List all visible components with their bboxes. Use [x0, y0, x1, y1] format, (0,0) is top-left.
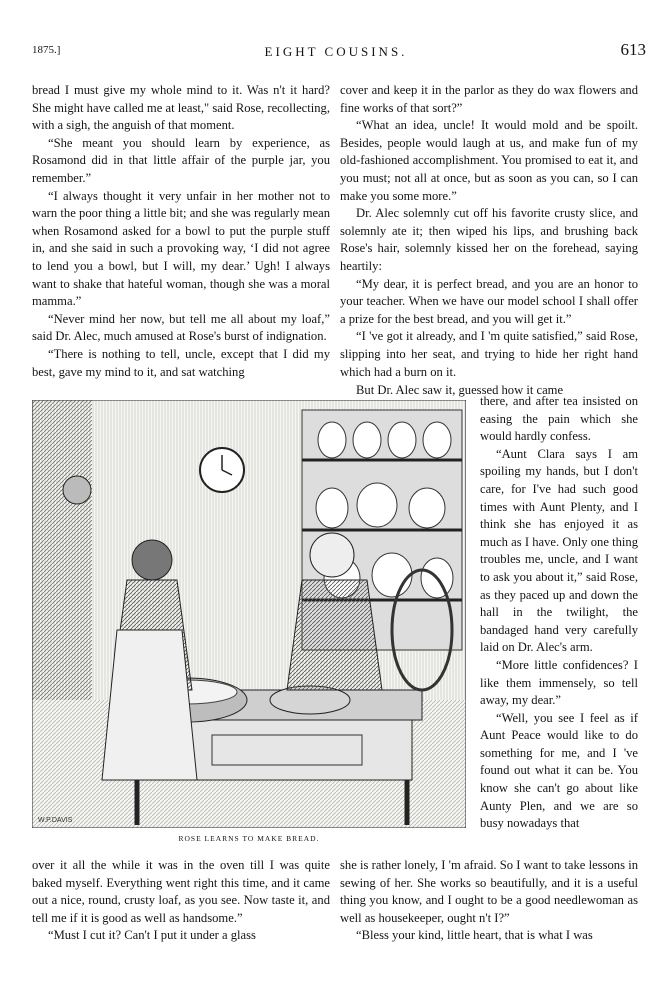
- kitchen-scene-image: [32, 400, 466, 828]
- paragraph: over it all the while it was in the oven till I was quite baked myself. Everything went right this time, and it came out a nice, round, crusty loaf, as you see. Now taste it, and tell me if it is good as well as handsome.”: [32, 858, 330, 925]
- paragraph: “What an idea, uncle! It would mold and be spoilt. Besides, people would laugh at us, and make fun of my old-fashioned accomplishment. You promised to eat it, and you must; not all at once, but as soon as you can, so I can make you some more.”: [340, 118, 638, 203]
- svg-text:W.P.DAVIS: [38, 817, 73, 824]
- paragraph: “Aunt Clara says I am spoiling my hands, but I don't care, for I've had such good times with Aunt Plenty, and I think she has enjoyed it as much as I have. Only one thing troubles me, uncle, and I want to ask you about it,” said Rose, as they paced up and down the hall in the twilight, the bandaged hand very carefully laid on Dr. Alec's arm.: [480, 446, 638, 655]
- paragraph: “More little confidences? I like them immensely, so tell away, my dear.”: [480, 657, 638, 708]
- paragraph: “There is nothing to tell, uncle, except that I did my best, gave my mind to it, and sat watching: [32, 346, 330, 379]
- paragraph: there, and after tea insisted on easing the pain which she would hardly confess.: [480, 394, 638, 444]
- paragraph: bread I must give my whole mind to it. Was n't it hard? She might have called me at least," said Rose, recollecting, with a sigh, the anguish of that moment.: [32, 83, 330, 133]
- paragraph: “Bless your kind, little heart, that is what I was: [356, 928, 593, 943]
- paragraph: “My dear, it is perfect bread, and you are an honor to your teacher. When we have our model school I shall offer a prize for the best bread, and you will get it.”: [340, 276, 638, 326]
- right-column-bottom: [340, 857, 638, 945]
- left-column-bottom: [32, 857, 330, 945]
- paragraph: “Well, you see I feel as if Aunt Peace would like to do something for me, and I 've found out what it can be. You know she can't go about like Aunty Plen, and we are so busy nowadays that: [480, 710, 638, 831]
- paragraph: “Never mind her now, but tell me all about my loaf,” said Dr. Alec, much amused at Rose's burst of indignation.: [32, 311, 330, 344]
- running-title: EIGHT COUSINS.: [264, 44, 408, 59]
- paragraph: “I 've got it already, and I 'm quite satisfied,” said Rose, slipping into her seat, and trying to hide her right hand which had a burn on it.: [340, 329, 638, 379]
- illustration-signature: W.P.DAVIS: [38, 817, 73, 824]
- right-column-top: [340, 82, 638, 381]
- page-number: 613: [620, 40, 646, 59]
- illustration-caption: ROSE LEARNS TO MAKE BREAD.: [178, 834, 320, 843]
- paragraph: “Must I cut it? Can't I put it under a glass: [48, 928, 256, 943]
- left-column-top: [32, 82, 330, 381]
- narrow-column: [480, 393, 638, 833]
- paragraph: cover and keep it in the parlor as they do wax flowers and fine works of that sort?”: [340, 83, 638, 115]
- paragraph: Dr. Alec solemnly cut off his favorite crusty slice, and solemnly ate it; then wiped his lips, and brushing back Rose's hair, solemnly kissed her on the forehead, saying heartily:: [340, 206, 638, 273]
- overlap-line: But Dr. Alec saw it, guessed how it came: [356, 383, 564, 397]
- header-date: 1875.]: [32, 44, 61, 56]
- paragraph: “She meant you should learn by experience, as Rosamond did in that little affair of the purple jar, you remember.”: [32, 135, 330, 185]
- engraving-illustration: [32, 400, 466, 828]
- paragraph: she is rather lonely, I 'm afraid. So I want to take lessons in sewing of her. She works so beautifully, and it is a useful thing you know, and I ought to be a good needlewoman as well as housekeeper, ought n't I?”: [340, 858, 638, 925]
- paragraph: “I always thought it very unfair in her mother not to warn the poor thing a little bit; and she was regularly mean when Rosamond asked for a bowl to put the purple stuff in, and she said in such a provoking way, ‘I did not agree to lend you a bowl, but I will, my dear.’ Ugh! I always want to shake that hateful woman, though she was a moral mamma.”: [32, 188, 330, 309]
